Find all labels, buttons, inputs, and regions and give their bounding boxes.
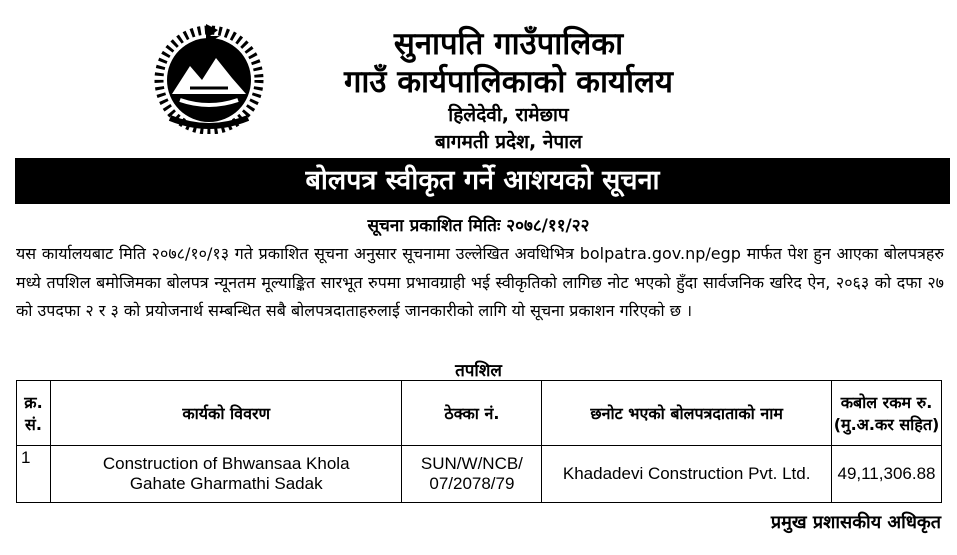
- table-row: [17, 446, 942, 503]
- col-header-work: कार्यको विवरण: [50, 381, 401, 446]
- signatory-title: प्रमुख प्रशासकीय अधिकृत: [770, 512, 941, 533]
- col-header-amount-line1: कबोल रकम रु.: [840, 393, 933, 412]
- notice-header: [0, 0, 957, 158]
- col-header-contract-no: ठेक्का नं.: [402, 381, 542, 446]
- cell-work: [50, 446, 401, 503]
- cell-contract-no: [402, 446, 542, 503]
- col-header-sn-line1: क्र.: [24, 393, 43, 412]
- cell-contract-line2: 07/2078/79: [429, 474, 515, 493]
- notice-title: बोलपत्र स्वीकृत गर्ने आशयको सूचना: [15, 158, 950, 204]
- office-address: हिलेदेवी, रामेछाप: [448, 104, 569, 126]
- cell-contract-line1: SUN/W/NCB/: [420, 454, 523, 473]
- col-header-sn: [17, 381, 51, 446]
- office-name: गाउँ कार्यपालिकाको कार्यालय: [343, 64, 674, 100]
- published-date: सूचना प्रकाशित मितिः २०७८/११/२२: [367, 216, 590, 236]
- province-country: बागमती प्रदेश, नेपाल: [435, 131, 582, 153]
- cell-bidder: Khadadevi Construction Pvt. Ltd.: [542, 446, 832, 503]
- table-header-row: [17, 381, 942, 446]
- cell-work-line1: Construction of Bhwansaa Khola: [102, 454, 350, 473]
- col-header-amount-line2: (मु.अ.कर सहित): [833, 415, 940, 434]
- table-caption: तपशिल: [455, 361, 502, 381]
- col-header-sn-line2: सं.: [25, 415, 42, 434]
- cell-sn: 1: [17, 446, 51, 503]
- notice-body: यस कार्यालयबाट मिति २०७८/१०/१३ गते प्रकाशित सूचना अनुसार सूचनामा उल्लेखित अवधिभित्र bolpatra.gov.np/egp मार्फत पेश हुन आएका बोलपत्रहरु मध्ये तपशिल बमोजिमका बोलपत्र न्यूनतम मूल्याङ्कित सारभूत रुपमा प्रभावग्राही भई स्वीकृतिको लागिछ नोट भएको हुँदा सार्वजनिक खरिद ऐन, २०६३ को दफा २७ को उपदफा २ र ३ को प्रयोजनार्थ सम्बन्धित सबै बोलपत्रदाताहरुलाई जानकारीको लागि यो सूचना प्रकाशन गरिएको छ ।: [16, 244, 944, 320]
- col-header-bidder: छनोट भएको बोलपत्रदाताको नाम: [542, 381, 832, 446]
- cell-work-line2: Gahate Gharmathi Sadak: [129, 474, 323, 493]
- org-name: सुनापति गाउँपालिका: [393, 26, 624, 62]
- tender-table: [16, 380, 942, 503]
- col-header-amount: [831, 381, 941, 446]
- cell-amount: 49,11,306.88: [831, 446, 941, 503]
